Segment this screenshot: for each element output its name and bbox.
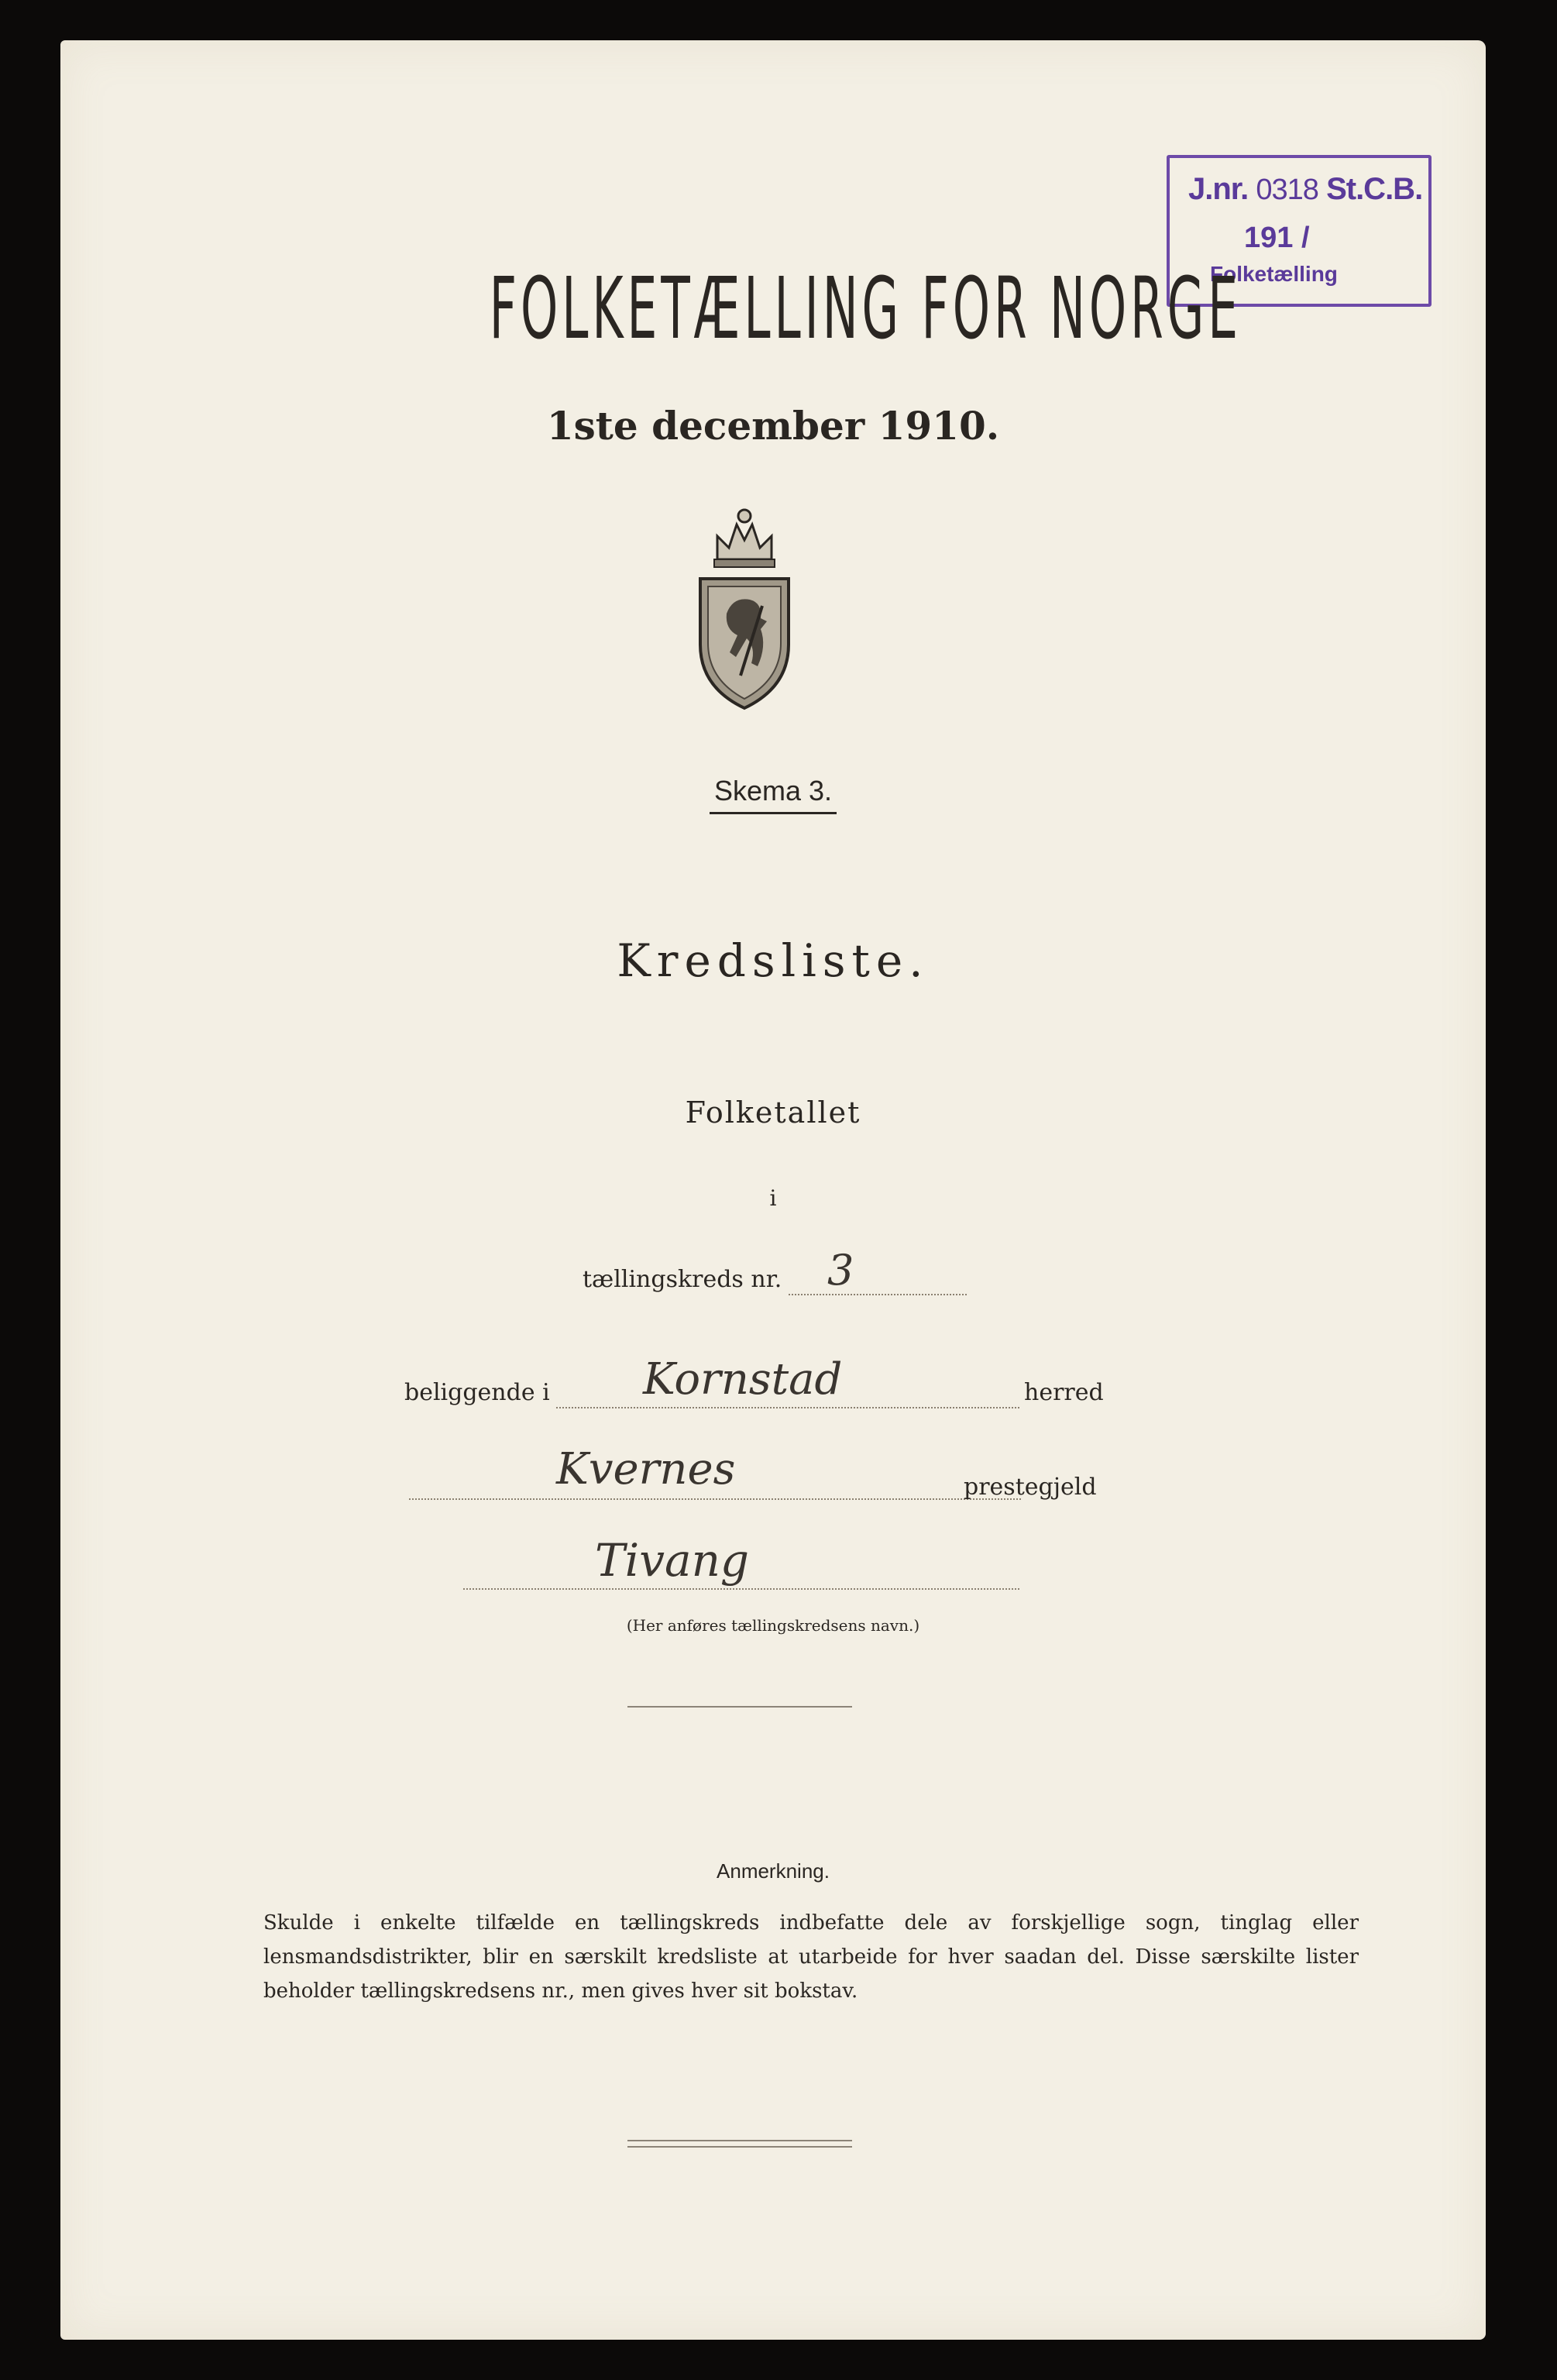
divider-line <box>627 1706 852 1708</box>
schema-label: Skema 3. <box>60 775 1486 814</box>
stamp-prefix: J.nr. <box>1188 172 1249 206</box>
stamp-year: 191 / <box>1244 222 1310 254</box>
herred-line <box>556 1407 1019 1408</box>
population-label: Folketallet <box>685 1095 861 1130</box>
remark-heading: Anmerkning. <box>717 1859 830 1883</box>
kredsnavn-value: Tivang <box>595 1534 750 1587</box>
remark-text: Skulde i enkelte tilfælde en tællingskreds indbefatte dele av forskjellige sogn, tinglag eller lensmandsdistrikter, blir en særskilt kredsliste at utarbeide for hver saadan del. Disse særskilte lister beholder tællingskredsens nr., men gives hver sit bokstav. <box>263 1911 1359 2003</box>
kreds-number-label: tællingskreds nr. <box>583 1266 782 1293</box>
kredsnavn-line <box>463 1588 1019 1590</box>
stamp-label: Folketælling <box>1210 262 1338 286</box>
herred-label: herred <box>1024 1379 1104 1406</box>
stamp-number: 0318 <box>1256 174 1318 206</box>
coat-of-arms-icon <box>686 505 803 714</box>
herred-value: Kornstad <box>643 1354 843 1405</box>
stamp-journal-line <box>1188 172 1422 207</box>
census-date: 1ste december 1910. <box>546 403 1000 449</box>
document-title: FOLKETÆLLING FOR NORGE <box>489 259 1242 358</box>
bottom-double-rule-b <box>627 2146 852 2148</box>
located-in-label: beliggende i <box>404 1379 550 1406</box>
kreds-number-line <box>789 1294 967 1295</box>
census-form-page <box>60 40 1486 2340</box>
prestegjeld-value: Kvernes <box>556 1444 736 1494</box>
prestegjeld-line <box>409 1498 1021 1500</box>
form-heading: Kredsliste. <box>617 934 930 987</box>
stamp-suffix: St.C.B. <box>1326 172 1423 206</box>
preposition-i: i <box>769 1185 777 1211</box>
kredsnavn-note: (Her anføres tællingskredsens navn.) <box>626 1616 920 1635</box>
bottom-double-rule-a <box>627 2140 852 2141</box>
kreds-number-value: 3 <box>827 1246 854 1295</box>
prestegjeld-label: prestegjeld <box>964 1474 1097 1501</box>
